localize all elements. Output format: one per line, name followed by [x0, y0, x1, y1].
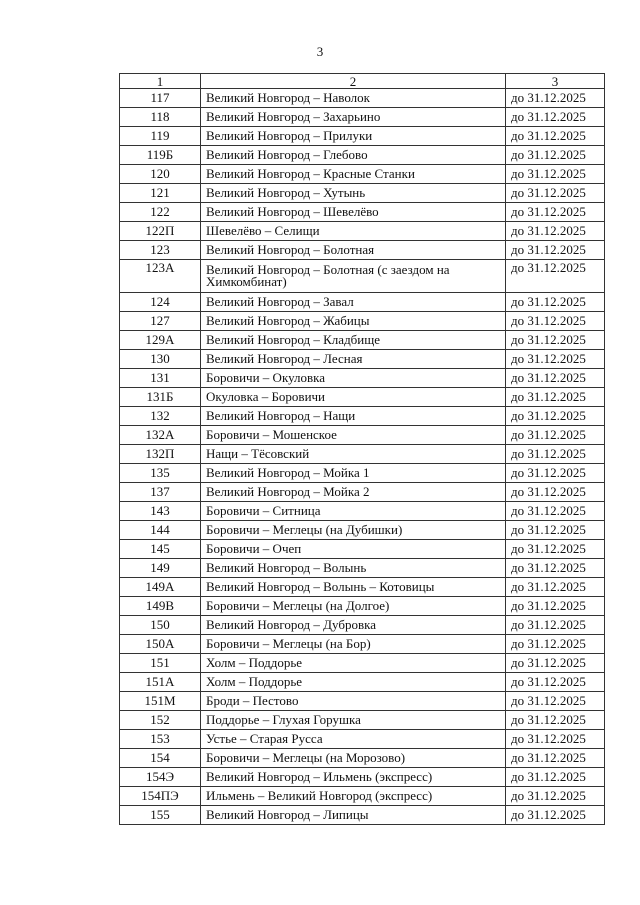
route-number-cell: 132П — [120, 445, 201, 464]
route-number-cell: 149 — [120, 559, 201, 578]
term-cell: до 31.12.2025 — [506, 806, 605, 825]
route-name-cell: Великий Новгород – Мойка 1 — [201, 464, 506, 483]
term-cell: до 31.12.2025 — [506, 711, 605, 730]
route-number-cell: 154ПЭ — [120, 787, 201, 806]
route-number-cell: 122 — [120, 203, 201, 222]
route-name-cell: Боровичи – Меглецы (на Морозово) — [201, 749, 506, 768]
table-row — [120, 749, 605, 768]
route-name-cell: Шевелёво – Селищи — [201, 222, 506, 241]
route-name-cell: Броди – Пестово — [201, 692, 506, 711]
route-number-cell: 123 — [120, 241, 201, 260]
route-name-cell: Боровичи – Меглецы (на Бор) — [201, 635, 506, 654]
route-number-cell: 117 — [120, 89, 201, 108]
term-cell: до 31.12.2025 — [506, 692, 605, 711]
route-name-cell: Боровичи – Мошенское — [201, 426, 506, 445]
route-name-cell: Великий Новгород – Дубровка — [201, 616, 506, 635]
term-cell: до 31.12.2025 — [506, 388, 605, 407]
table-row — [120, 146, 605, 165]
route-name-cell: Великий Новгород – Болотная — [201, 241, 506, 260]
route-name-cell: Ильмень – Великий Новгород (экспресс) — [201, 787, 506, 806]
term-cell: до 31.12.2025 — [506, 635, 605, 654]
page-number: 3 — [316, 44, 324, 59]
table-row — [120, 241, 605, 260]
term-cell: до 31.12.2025 — [506, 146, 605, 165]
table-row — [120, 768, 605, 787]
term-cell: до 31.12.2025 — [506, 673, 605, 692]
term-cell: до 31.12.2025 — [506, 222, 605, 241]
table-row — [120, 108, 605, 127]
route-name-cell: Поддорье – Глухая Горушка — [201, 711, 506, 730]
term-cell: до 31.12.2025 — [506, 502, 605, 521]
term-cell: до 31.12.2025 — [506, 749, 605, 768]
table-row — [120, 184, 605, 203]
route-name-cell: Великий Новгород – Завал — [201, 293, 506, 312]
table-header-row — [120, 74, 605, 89]
table-row — [120, 350, 605, 369]
route-name-cell: Великий Новгород – Болотная (с заездом на Химкомбинат) — [201, 260, 506, 293]
route-name-cell: Великий Новгород – Лесная — [201, 350, 506, 369]
route-number-cell: 119Б — [120, 146, 201, 165]
table-row — [120, 635, 605, 654]
term-cell: до 31.12.2025 — [506, 407, 605, 426]
term-cell: до 31.12.2025 — [506, 597, 605, 616]
term-cell: до 31.12.2025 — [506, 616, 605, 635]
term-cell: до 31.12.2025 — [506, 165, 605, 184]
route-number-cell: 132А — [120, 426, 201, 445]
route-number-cell: 149В — [120, 597, 201, 616]
term-cell: до 31.12.2025 — [506, 578, 605, 597]
table-row — [120, 483, 605, 502]
route-name-cell: Великий Новгород – Глебово — [201, 146, 506, 165]
table-row — [120, 426, 605, 445]
table-row — [120, 806, 605, 825]
route-number-cell: 150 — [120, 616, 201, 635]
route-name-cell: Боровичи – Очеп — [201, 540, 506, 559]
column-header-number: 1 — [120, 74, 201, 89]
table-row — [120, 127, 605, 146]
table-row — [120, 89, 605, 108]
term-cell: до 31.12.2025 — [506, 241, 605, 260]
table-body — [120, 89, 605, 825]
route-number-cell: 131Б — [120, 388, 201, 407]
route-name-cell: Великий Новгород – Захарьино — [201, 108, 506, 127]
route-name-cell: Окуловка – Боровичи — [201, 388, 506, 407]
route-number-cell: 121 — [120, 184, 201, 203]
table-row — [120, 312, 605, 331]
route-name-cell: Великий Новгород – Прилуки — [201, 127, 506, 146]
term-cell: до 31.12.2025 — [506, 559, 605, 578]
term-cell: до 31.12.2025 — [506, 483, 605, 502]
route-number-cell: 129А — [120, 331, 201, 350]
route-number-cell: 150А — [120, 635, 201, 654]
term-cell: до 31.12.2025 — [506, 184, 605, 203]
routes-table — [119, 73, 605, 825]
route-number-cell: 151М — [120, 692, 201, 711]
term-cell: до 31.12.2025 — [506, 445, 605, 464]
table-row — [120, 165, 605, 184]
route-number-cell: 153 — [120, 730, 201, 749]
term-cell: до 31.12.2025 — [506, 89, 605, 108]
term-cell: до 31.12.2025 — [506, 331, 605, 350]
route-name-cell: Великий Новгород – Мойка 2 — [201, 483, 506, 502]
route-number-cell: 151 — [120, 654, 201, 673]
route-number-cell: 135 — [120, 464, 201, 483]
table-row — [120, 654, 605, 673]
table-row — [120, 260, 605, 293]
table-row — [120, 203, 605, 222]
route-number-cell: 149А — [120, 578, 201, 597]
route-number-cell: 120 — [120, 165, 201, 184]
table-row — [120, 407, 605, 426]
table-row — [120, 616, 605, 635]
table-row — [120, 222, 605, 241]
route-number-cell: 119 — [120, 127, 201, 146]
route-name-cell: Холм – Поддорье — [201, 673, 506, 692]
term-cell: до 31.12.2025 — [506, 260, 605, 293]
route-number-cell: 155 — [120, 806, 201, 825]
route-number-cell: 118 — [120, 108, 201, 127]
route-number-cell: 144 — [120, 521, 201, 540]
route-name-cell: Великий Новгород – Кладбище — [201, 331, 506, 350]
route-number-cell: 123А — [120, 260, 201, 293]
table-row — [120, 293, 605, 312]
route-number-cell: 154Э — [120, 768, 201, 787]
term-cell: до 31.12.2025 — [506, 293, 605, 312]
route-number-cell: 151А — [120, 673, 201, 692]
route-number-cell: 124 — [120, 293, 201, 312]
route-number-cell: 122П — [120, 222, 201, 241]
route-name-cell: Великий Новгород – Липицы — [201, 806, 506, 825]
term-cell: до 31.12.2025 — [506, 521, 605, 540]
route-name-cell: Великий Новгород – Шевелёво — [201, 203, 506, 222]
term-cell: до 31.12.2025 — [506, 426, 605, 445]
route-name-cell: Холм – Поддорье — [201, 654, 506, 673]
table-row — [120, 559, 605, 578]
route-name-cell: Великий Новгород – Волынь — [201, 559, 506, 578]
term-cell: до 31.12.2025 — [506, 312, 605, 331]
route-name-cell: Великий Новгород – Жабицы — [201, 312, 506, 331]
table-row — [120, 331, 605, 350]
table-row — [120, 692, 605, 711]
term-cell: до 31.12.2025 — [506, 730, 605, 749]
table-row — [120, 578, 605, 597]
route-number-cell: 131 — [120, 369, 201, 388]
route-name-cell: Великий Новгород – Нащи — [201, 407, 506, 426]
term-cell: до 31.12.2025 — [506, 203, 605, 222]
table-row — [120, 730, 605, 749]
term-cell: до 31.12.2025 — [506, 464, 605, 483]
table-row — [120, 711, 605, 730]
column-header-term: 3 — [506, 74, 605, 89]
route-number-cell: 127 — [120, 312, 201, 331]
route-number-cell: 145 — [120, 540, 201, 559]
table-row — [120, 673, 605, 692]
route-name-cell: Великий Новгород – Ильмень (экспресс) — [201, 768, 506, 787]
table-row — [120, 597, 605, 616]
route-name-cell: Устье – Старая Русса — [201, 730, 506, 749]
route-number-cell: 130 — [120, 350, 201, 369]
table-row — [120, 521, 605, 540]
table-row — [120, 369, 605, 388]
route-name-cell: Боровичи – Ситница — [201, 502, 506, 521]
route-name-cell: Боровичи – Меглецы (на Долгое) — [201, 597, 506, 616]
table-row — [120, 502, 605, 521]
route-number-cell: 152 — [120, 711, 201, 730]
route-name-cell: Боровичи – Окуловка — [201, 369, 506, 388]
route-number-cell: 132 — [120, 407, 201, 426]
term-cell: до 31.12.2025 — [506, 540, 605, 559]
term-cell: до 31.12.2025 — [506, 127, 605, 146]
term-cell: до 31.12.2025 — [506, 350, 605, 369]
table-row — [120, 445, 605, 464]
table-row — [120, 540, 605, 559]
table-row — [120, 388, 605, 407]
term-cell: до 31.12.2025 — [506, 787, 605, 806]
term-cell: до 31.12.2025 — [506, 369, 605, 388]
route-number-cell: 143 — [120, 502, 201, 521]
route-name-cell: Великий Новгород – Наволок — [201, 89, 506, 108]
table-row — [120, 464, 605, 483]
route-name-cell: Нащи – Тёсовский — [201, 445, 506, 464]
term-cell: до 31.12.2025 — [506, 108, 605, 127]
route-number-cell: 137 — [120, 483, 201, 502]
route-name-cell: Великий Новгород – Красные Станки — [201, 165, 506, 184]
term-cell: до 31.12.2025 — [506, 768, 605, 787]
column-header-route: 2 — [201, 74, 506, 89]
table-row — [120, 787, 605, 806]
route-name-cell: Боровичи – Меглецы (на Дубишки) — [201, 521, 506, 540]
route-name-cell: Великий Новгород – Хутынь — [201, 184, 506, 203]
route-name-cell: Великий Новгород – Волынь – Котовицы — [201, 578, 506, 597]
route-number-cell: 154 — [120, 749, 201, 768]
term-cell: до 31.12.2025 — [506, 654, 605, 673]
